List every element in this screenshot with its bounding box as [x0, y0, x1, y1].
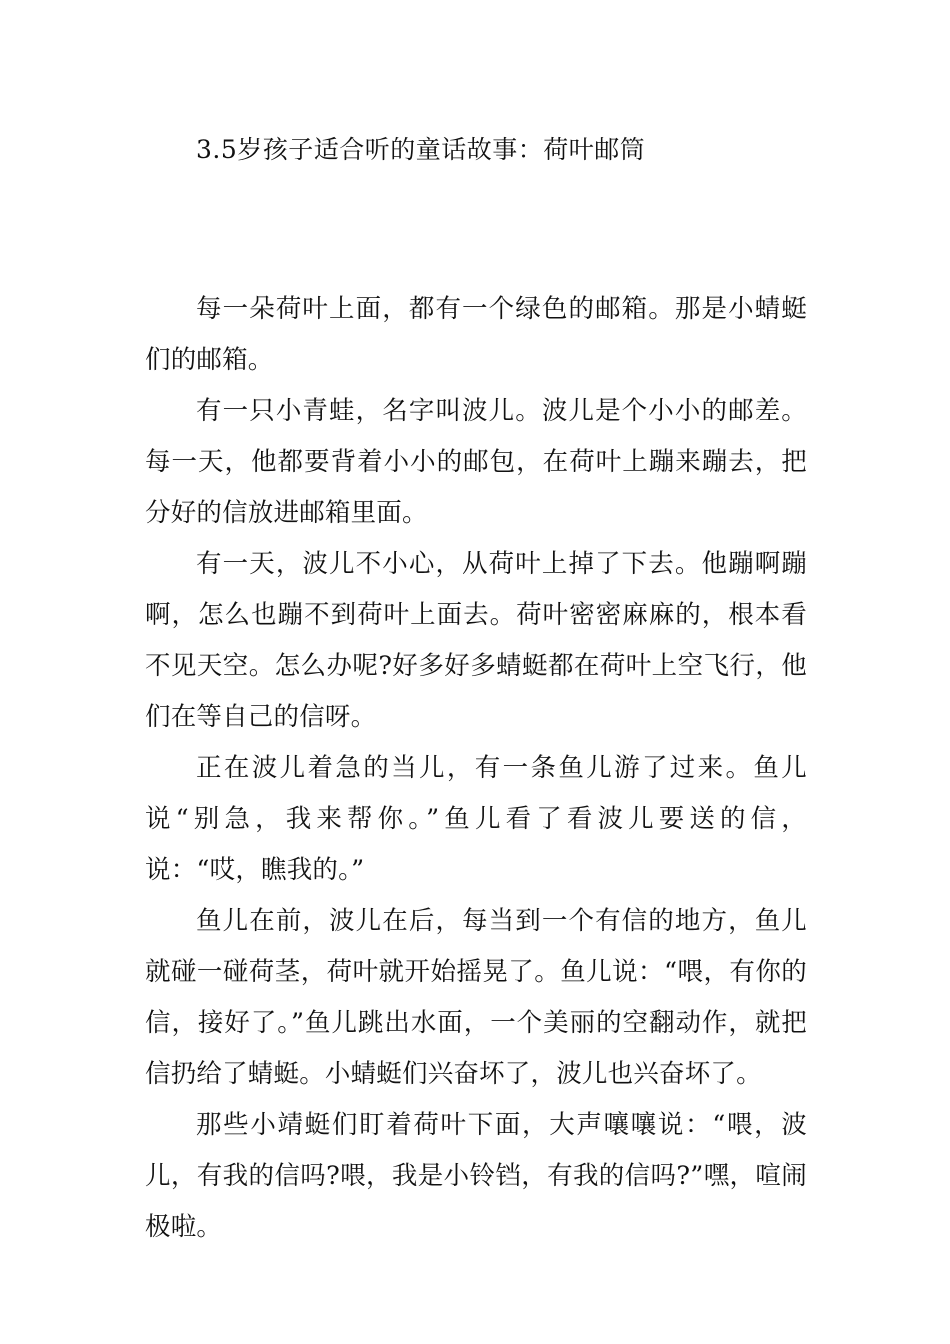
paragraph-3: 有一天，波儿不小心，从荷叶上掉了下去。他蹦啊蹦啊，怎么也蹦不到荷叶上面去。荷叶密密麻麻的，根本看不见天空。怎么办呢?好多好多蜻蜓都在荷叶上空飞行，他们在等自己的信呀。 — [145, 549, 807, 732]
paragraph-4: 正在波儿着急的当儿，有一条鱼儿游了过来。鱼儿说“别急，我来帮你。”鱼儿看了看波儿要送的信，说：“哎，瞧我的。” — [145, 753, 807, 885]
paragraph-5: 鱼儿在前，波儿在后，每当到一个有信的地方，鱼儿就碰一碰荷茎，荷叶就开始摇晃了。鱼儿说：“喂，有你的信，接好了。”鱼儿跳出水面，一个美丽的空翻动作，就把信扔给了蜻蜓。小蜻蜓们兴奋坏了，波儿也兴奋坏了。 — [145, 906, 807, 1089]
document-body — [145, 284, 807, 1253]
paragraph-6: 那些小靖蜓们盯着荷叶下面，大声嚷嚷说：“喂，波儿，有我的信吗?喂，我是小铃铛，有我的信吗?”嘿，喧闹极啦。 — [145, 1110, 807, 1242]
paragraph-1: 每一朵荷叶上面，都有一个绿色的邮箱。那是小蜻蜓们的邮箱。 — [145, 294, 807, 375]
paragraph-2: 有一只小青蛙，名字叫波儿。波儿是个小小的邮差。每一天，他都要背着小小的邮包，在荷叶上蹦来蹦去，把分好的信放进邮箱里面。 — [145, 396, 807, 528]
document-title: 3.5岁孩子适合听的童话故事：荷叶邮筒 — [196, 135, 646, 164]
